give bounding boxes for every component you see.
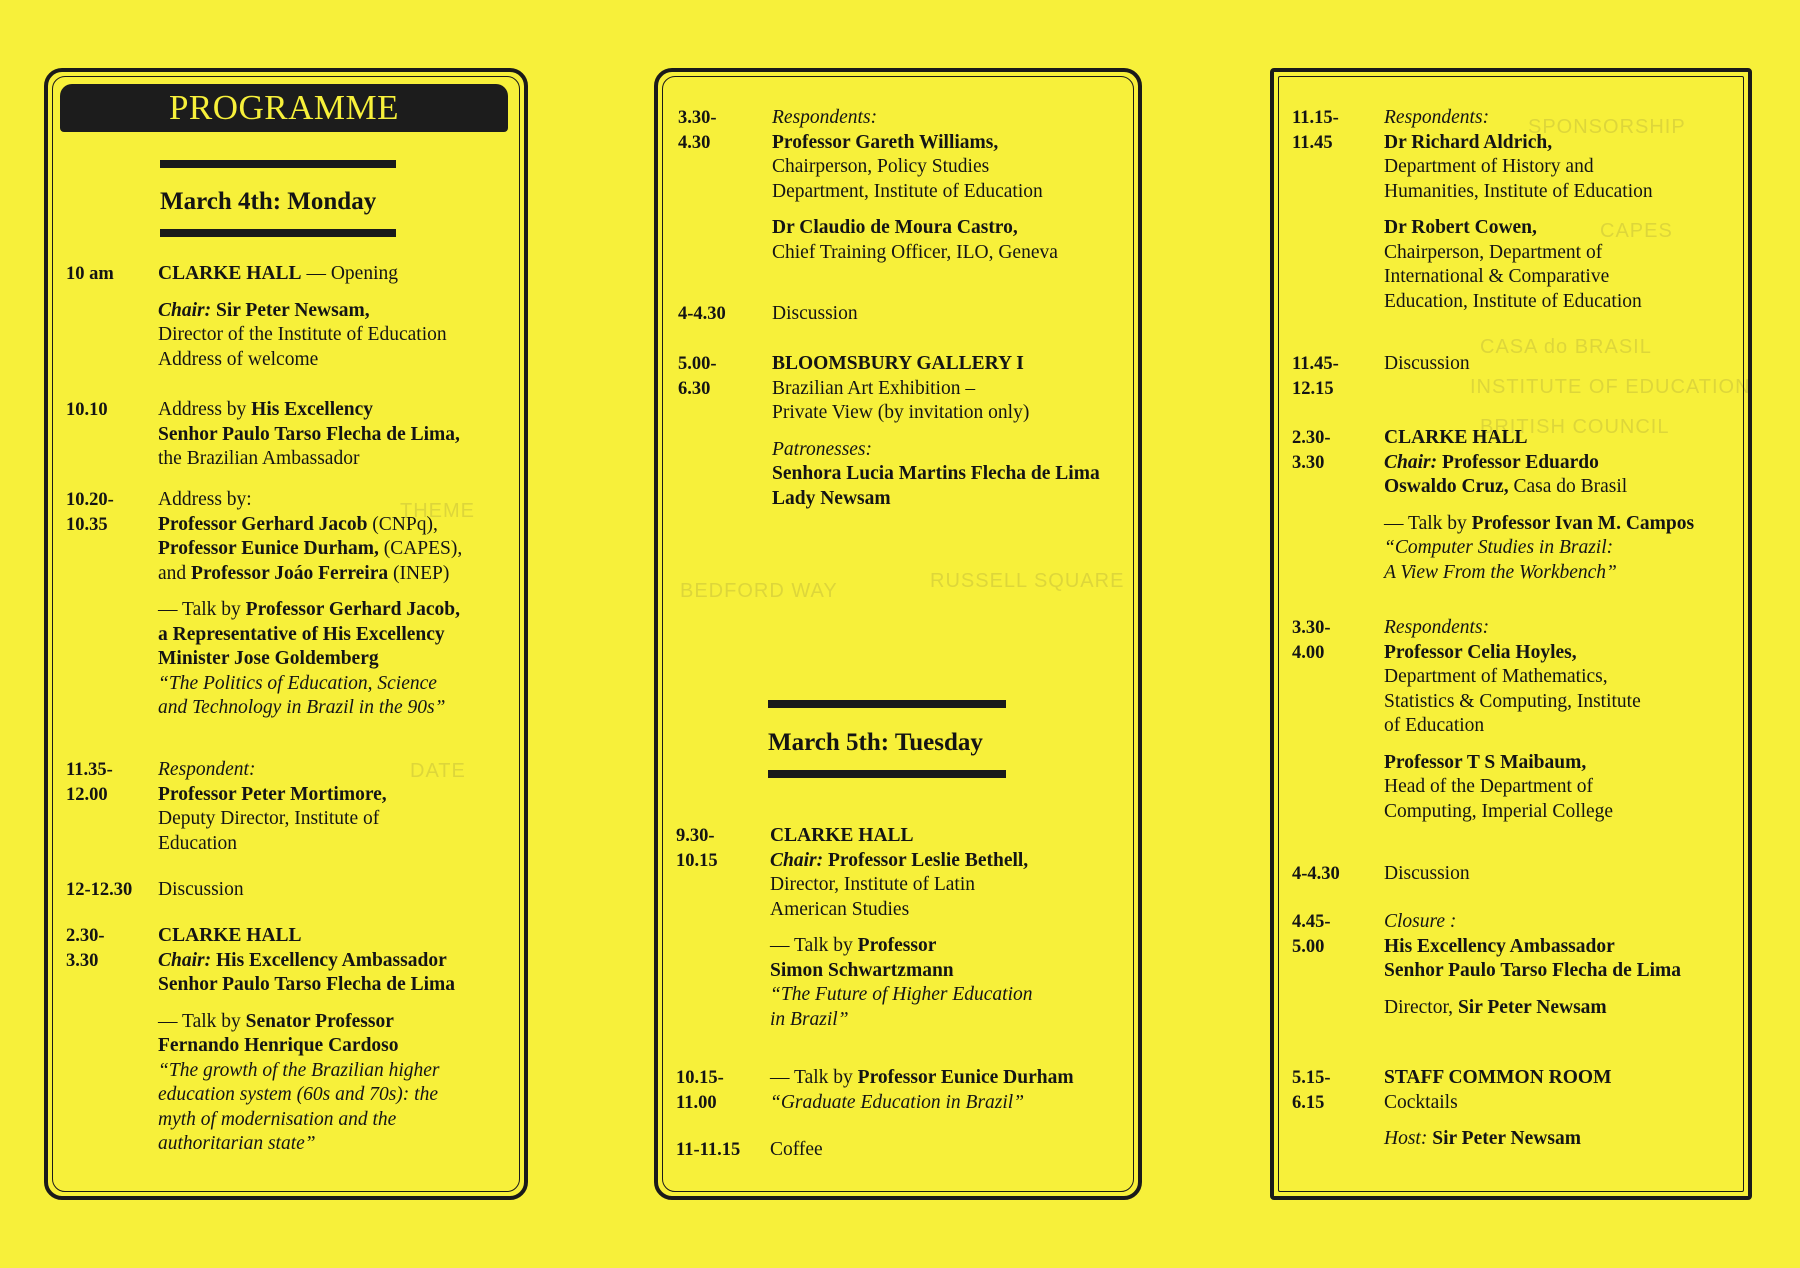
day-rule-top	[768, 700, 1006, 708]
entry-time: 5.15- 6.15	[1292, 1068, 1331, 1113]
entry-time: 4-4.30	[1292, 864, 1340, 884]
programme-panel-monday: PROGRAMME March 4th: Monday 10 am CLARKE HALL — Opening Chair: Sir Peter Newsam, Director of the Institute of Education Address of welcome 10.10 Address by His Excellency Senhor Paulo Tarso Flecha de Lima, the Brazilian Ambassador 10.20- 10.35 Address by: Professor Gerhard Jacob (CNPq), Professor Eunice Durham, (CAPES), and Professor Joáo Ferreira (INEP) — Talk by Professor Gerhard Jacob, a Representative of His Excellency Minister Jose Goldemberg “The Politics of Education, Science and Technology in Brazil in the 90s” 11.35- 12.00 Respondent: Professor Peter Mortimore, Deputy Director, Institute of Education 12-12.30 Discussion 2.30- 3.30 CLARKE HALL Chair: His Excellency Ambassador Senhor Paulo Tarso Flecha de Lima — Talk by Senator Professor Fernando Henrique Cardoso “The growth of the Brazilian higher education system (60s and 70s): the myth of modernisation and the authoritarian state”	[44, 68, 528, 1200]
show-through-capes: CAPES	[1600, 220, 1673, 242]
show-through-british: BRITISH COUNCIL	[1480, 416, 1670, 438]
show-through-sponsorship: SPONSORSHIP	[1528, 116, 1686, 138]
entry-time: 10.10	[66, 400, 108, 420]
day-rule-bottom	[768, 770, 1006, 778]
programme-panel-right: 11.15- 11.45 Respondents: Dr Richard Aldrich, Department of History and Humanities, Institute of Education Dr Robert Cowen, Chairperson, Department of International & Comparative Education, Institute of Education 11.45- 12.15 Discussion 2.30- 3.30 CLARKE HALL Chair: Professor Eduardo Oswaldo Cruz, Casa do Brasil — Talk by Professor Ivan M. Campos “Computer Studies in Brazil: A View From the Workbench” 3.30- 4.00 Respondents: Professor Celia Hoyles, Department of Mathematics, Statistics & Computing, Institute of Education Professor T S Maibaum, Head of the Department of Computing, Imperial College 4-4.30 Discussion 4.45- 5.00 Closure : His Excellency Ambassador Senhor Paulo Tarso Flecha de Lima Director, Sir Peter Newsam 5.15- 6.15 STAFF COMMON ROOM Cocktails Host: Sir Peter Newsam	[1270, 68, 1752, 1200]
show-through-bedford: BEDFORD WAY	[680, 580, 838, 602]
show-through-theme: THEME	[400, 500, 475, 522]
entry-time: 2.30- 3.30	[66, 926, 105, 971]
entry-time: 2.30- 3.30	[1292, 428, 1331, 473]
entry-time: 3.30- 4.30	[678, 108, 717, 153]
entry-time: 12-12.30	[66, 880, 133, 900]
entry-time: 5.00- 6.30	[678, 354, 717, 399]
entry-time: 11.45- 12.15	[1292, 354, 1339, 399]
show-through-casa: CASA do BRASIL	[1480, 336, 1652, 358]
entry-time: 10.20- 10.35	[66, 490, 114, 535]
day-heading-tuesday: March 5th: Tuesday	[768, 729, 983, 756]
programme-banner: PROGRAMME	[60, 84, 508, 132]
entry-time: 11.35- 12.00	[66, 760, 113, 805]
show-through-russell: RUSSELL SQUARE	[930, 570, 1125, 592]
show-through-date: DATE	[410, 760, 466, 782]
programme-panel-middle: 3.30- 4.30 Respondents: Professor Gareth Williams, Chairperson, Policy Studies Department, Institute of Education Dr Claudio de Moura Castro, Chief Training Officer, ILO, Geneva 4-4.30 Discussion 5.00- 6.30 BLOOMSBURY GALLERY I Brazilian Art Exhibition – Private View (by invitation only) Patronesses: Senhora Lucia Martins Flecha de Lima Lady Newsam March 5th: Tuesday 9.30- 10.15 CLARKE HALL Chair: Professor Leslie Bethell, Director, Institute of Latin American Studies — Talk by Professor Simon Schwartzmann “The Future of Higher Education in Brazil” 10.15- 11.00 — Talk by Professor Eunice Durham “Graduate Education in Brazil” 11-11.15 Coffee	[654, 68, 1142, 1200]
show-through-ioe: INSTITUTE OF EDUCATION	[1470, 376, 1751, 398]
entry-time: 9.30- 10.15	[676, 826, 718, 871]
entry-time: 4.45- 5.00	[1292, 912, 1331, 957]
day-rule-top	[160, 160, 396, 168]
day-rule-bottom	[160, 229, 396, 237]
entry-time: 11.15- 11.45	[1292, 108, 1339, 153]
entry-time: 10.15- 11.00	[676, 1068, 724, 1113]
entry-time: 4-4.30	[678, 304, 726, 324]
entry-time: 3.30- 4.00	[1292, 618, 1331, 663]
entry-time: 10 am	[66, 264, 114, 284]
entry-time: 11-11.15	[676, 1140, 741, 1160]
day-heading-monday: March 4th: Monday	[160, 188, 377, 215]
